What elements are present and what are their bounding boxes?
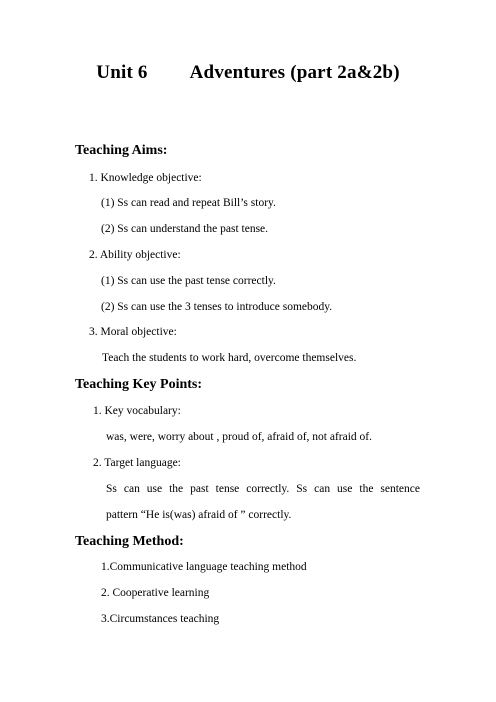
key-points-heading: Teaching Key Points: <box>75 377 203 392</box>
target-language-line-1: Ss can use the past tense correctly. Ss can use the sentence <box>106 483 420 495</box>
moral-objective-label: 3. Moral objective: <box>89 326 177 338</box>
ability-item-1: (1) Ss can use the past tense correctly. <box>101 275 276 287</box>
page-title <box>0 62 496 84</box>
target-language-label: 2. Target language: <box>93 457 181 469</box>
title-unit: Unit 6 <box>96 62 148 83</box>
method-item-2: 2. Cooperative learning <box>101 587 210 599</box>
ability-objective-label: 2. Ability objective: <box>89 249 181 261</box>
knowledge-item-1: (1) Ss can read and repeat Bill’s story. <box>101 197 276 209</box>
ability-item-2: (2) Ss can use the 3 tenses to introduce somebody. <box>101 301 333 313</box>
method-item-1: 1.Communicative language teaching method <box>101 561 307 573</box>
teaching-method-heading: Teaching Method: <box>75 534 184 549</box>
key-vocabulary-text: was, were, worry about , proud of, afraid of, not afraid of. <box>106 431 373 443</box>
key-vocabulary-label: 1. Key vocabulary: <box>93 405 181 417</box>
knowledge-objective-label: 1. Knowledge objective: <box>89 172 202 184</box>
knowledge-item-2: (2) Ss can understand the past tense. <box>101 223 269 235</box>
target-language-line-2: pattern “He is(was) afraid of ” correctly. <box>106 509 292 521</box>
title-text: Adventures (part 2a&2b) <box>189 62 400 83</box>
method-item-3: 3.Circumstances teaching <box>101 613 220 625</box>
teaching-aims-heading: Teaching Aims: <box>75 143 168 158</box>
moral-objective-text: Teach the students to work hard, overcome themselves. <box>102 352 357 364</box>
